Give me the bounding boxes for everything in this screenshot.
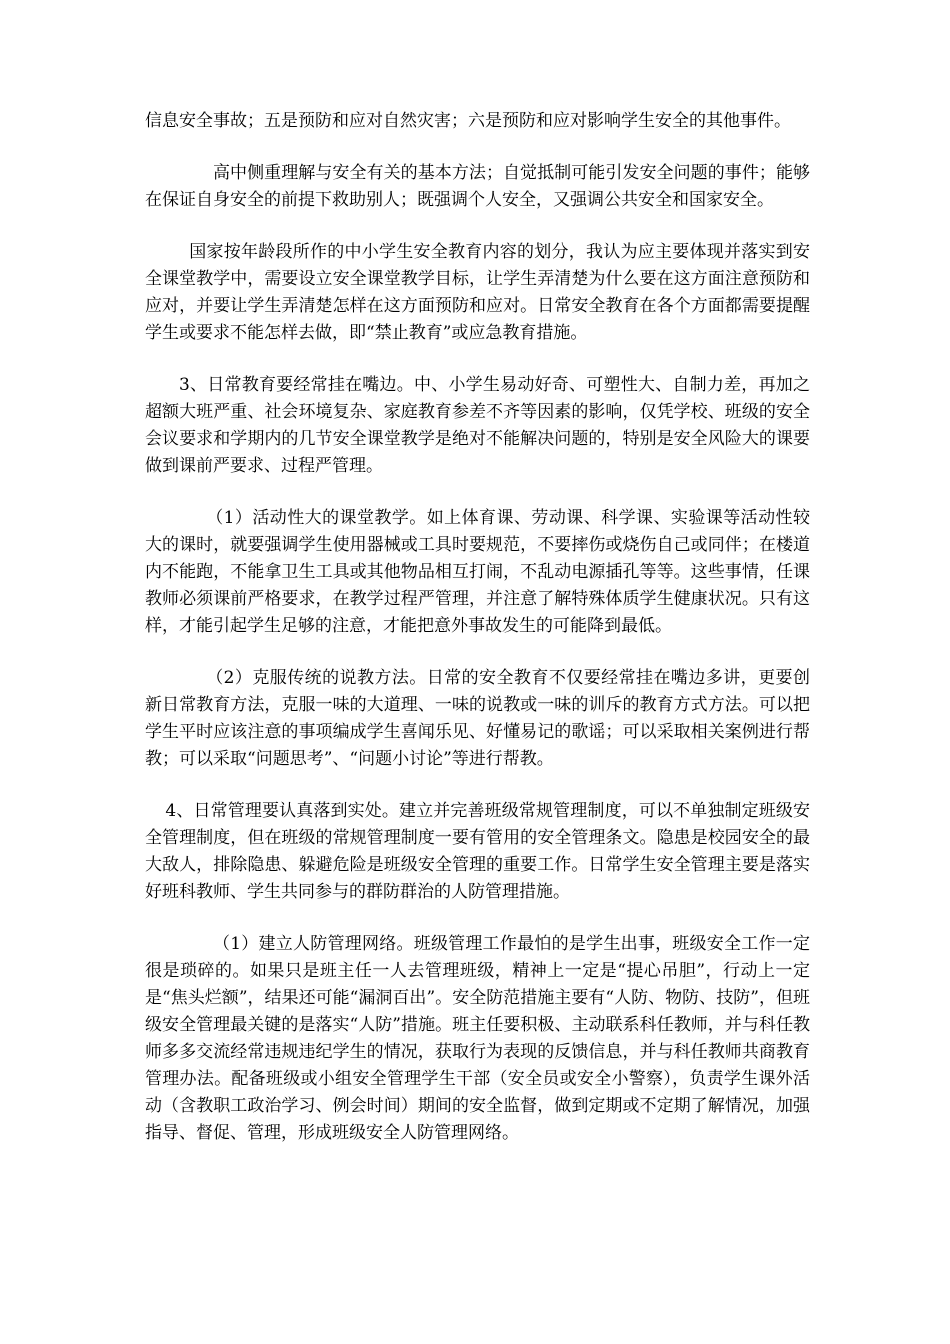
document-page	[145, 108, 810, 1172]
paragraph-section-4: 4、日常管理要认真落到实处。建立并完善班级常规管理制度，可以不单独制定班级安全管理制度，但在班级的常规管理制度一要有管用的安全管理条文。隐患是校园安全的最大敌人，排除隐患、躲避危险是班级安全管理的重要工作。日常学生安全管理主要是落实好班科教师、学生共同参与的群防群治的人防管理措施。	[145, 801, 810, 902]
paragraph-section-4-item-1: （1）建立人防管理网络。班级管理工作最怕的是学生出事，班级安全工作一定很是琐碎的。如果只是班主任一人去管理班级，精神上一定是“提心吊胆”，行动上一定是“焦头烂额”，结果还可能“漏洞百出”。安全防范措施主要有“人防、物防、技防”，但班级安全管理最关键的是落实“人防”措施。班主任要积极、主动联系科任教师，并与科任教师多多交流经常违规违纪学生的情况，获取行为表现的反馈信息，并与科任教师共商教育管理办法。配备班级或小组安全管理学生干部（安全员或安全小警察），负责学生课外活动（含教职工政治学习、例会时间）期间的安全监督，做到定期或不定期了解情况，加强指导、督促、管理，形成班级安全人防管理网络。	[145, 934, 810, 1143]
paragraph-section-3-item-1: （1）活动性大的课堂教学。如上体育课、劳动课、科学课、实验课等活动性较大的课时，就要强调学生使用器械或工具时要规范，不要摔伤或烧伤自己或同伴；在楼道内不能跑，不能拿卫生工具或其他物品相互打闹，不乱动电源插孔等等。这些事情，任课教师必须课前严格要求，在教学过程严管理，并注意了解特殊体质学生健康状况。只有这样，才能引起学生足够的注意，才能把意外事故发生的可能降到最低。	[145, 508, 810, 636]
paragraph-section-3-item-2: （2）克服传统的说教方法。日常的安全教育不仅要经常挂在嘴边多讲，更要创新日常教育方法，克服一味的大道理、一味的说教或一味的训斥的教育方式方法。可以把学生平时应该注意的事项编成学生喜闻乐见、好懂易记的歌谣；可以采取相关案例进行帮教；可以采取“问题思考”、“问题小讨论”等进行帮教。	[145, 668, 810, 769]
paragraph-continuation: 信息安全事故；五是预防和应对自然灾害；六是预防和应对影响学生安全的其他事件。	[145, 111, 791, 131]
paragraph-high-school: 高中侧重理解与安全有关的基本方法；自觉抵制可能引发安全问题的事件；能够在保证自身安全的前提下救助别人；既强调个人安全，又强调公共安全和国家安全。	[145, 163, 810, 210]
paragraph-national-division: 国家按年龄段所作的中小学生安全教育内容的划分，我认为应主要体现并落实到安全课堂教学中，需要设立安全课堂教学目标，让学生弄清楚为什么要在这方面注意预防和应对，并要让学生弄清楚怎样在这方面预防和应对。日常安全教育在各个方面都需要提醒学生或要求不能怎样去做，即“禁止教育”或应急教育措施。	[145, 242, 810, 343]
paragraph-section-3: 3、日常教育要经常挂在嘴边。中、小学生易动好奇、可塑性大、自制力差，再加之超额大班严重、社会环境复杂、家庭教育参差不齐等因素的影响，仅凭学校、班级的安全会议要求和学期内的几节安全课堂教学是绝对不能解决问题的，特别是安全风险大的课要做到课前严要求、过程严管理。	[145, 375, 810, 476]
